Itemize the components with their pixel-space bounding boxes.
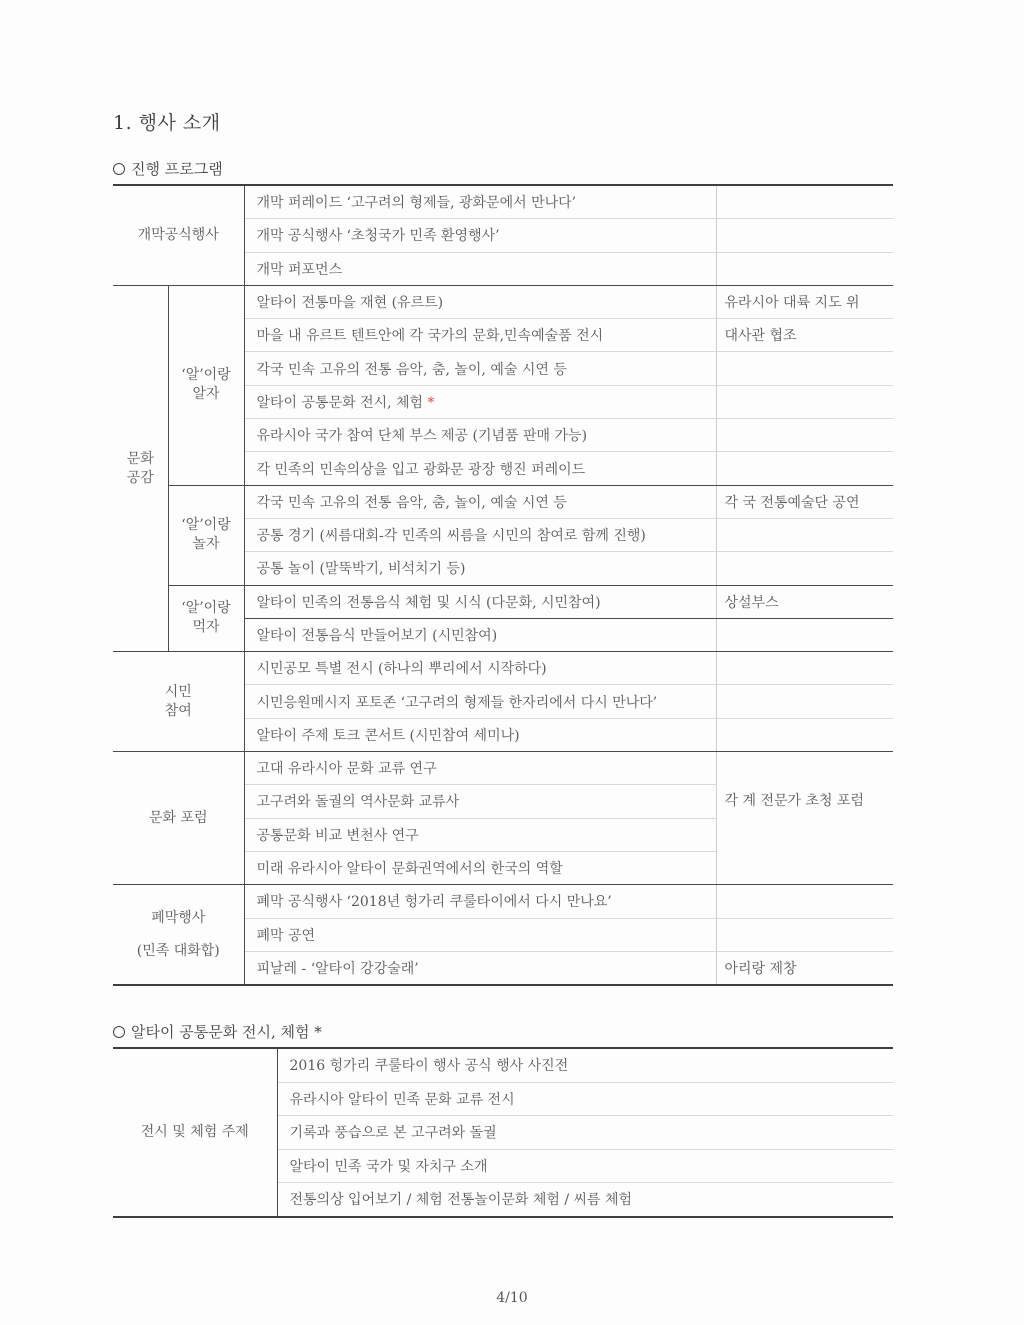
note-cell: [716, 618, 893, 651]
note-cell: [716, 518, 893, 551]
exhibit-heading-text: 알타이 공통문화 전시, 체험 *: [131, 1023, 322, 1041]
table-row: 기록과 풍습으로 본 고구려와 돌궐: [277, 1116, 893, 1150]
page-number: 4/10: [496, 1290, 528, 1306]
note-cell: [716, 718, 893, 751]
note-cell: [716, 219, 893, 252]
note-cell: [716, 885, 893, 918]
forum-note: 각 계 전문가 초청 포럼: [716, 785, 893, 885]
table-row: [244, 385, 716, 418]
note-cell: [716, 552, 893, 585]
table-row: 각국 민속 고유의 전통 음악, 춤, 놀이, 예술 시연 등: [244, 352, 716, 385]
table-row: 알타이 민족 국가 및 자치구 소개: [277, 1149, 893, 1183]
eat-subcategory: ‘알’이랑 먹자: [168, 585, 244, 652]
closing-category-title: 폐막행사: [151, 910, 206, 927]
table-row: 피날레 - ‘알타이 강강술래’: [256, 960, 419, 977]
play-subcategory: ‘알’이랑 놀자: [168, 485, 244, 585]
table-row: 알타이 민족의 전통음식 체험 및 시식 (다문화, 시민참여): [244, 585, 716, 618]
item-text: 알타이 공통문화 전시, 체험: [256, 394, 424, 411]
table-row: 유라시아 알타이 민족 문화 교류 전시: [277, 1082, 893, 1116]
table-row: 폐막 공연: [244, 918, 716, 951]
table-row: 시민공모 특별 전시 (하나의 뿌리에서 시작하다): [244, 652, 716, 685]
table-row: 2016 헝가리 쿠룰타이 행사 공식 행사 사진전: [277, 1048, 893, 1082]
table-row: 공통문화 비교 변천사 연구: [244, 818, 716, 851]
closing-category: [113, 885, 244, 985]
table-row: 미래 유라시아 알타이 문화권역에서의 한국의 역할: [244, 851, 716, 884]
circle-bullet-icon: [113, 163, 125, 175]
table-row: 알타이 전통마을 재현 (유르트): [244, 285, 716, 318]
program-table: [113, 184, 893, 986]
table-row: 개막 공식행사 ‘초청국가 민족 환영행사’: [244, 219, 716, 252]
note-cell: 상설부스: [716, 585, 893, 618]
note-cell: [716, 752, 893, 785]
table-row: 고대 유라시아 문화 교류 연구: [244, 752, 716, 785]
page-title: 1. 행사 소개: [113, 112, 221, 134]
table-row: 폐막 공식행사 ‘2018년 헝가리 쿠룰타이에서 다시 만나요’: [244, 885, 716, 918]
table-row: 각 민족의 민속의상을 입고 광화문 광장 행진 퍼레이드: [244, 452, 716, 485]
know-subcategory: ‘알’이랑 알자: [168, 285, 244, 485]
table-row: 시민응원메시지 포토존 ‘고구려의 형제들 한자리에서 다시 만나다’: [244, 685, 716, 718]
note-cell: [716, 685, 893, 718]
note-cell: [716, 252, 893, 285]
note-cell: 유라시아 대륙 지도 위: [716, 285, 893, 318]
table-row: 전통의상 입어보기 / 체험 전통놀이문화 체험 / 씨름 체험: [289, 1192, 633, 1209]
note-cell: [716, 385, 893, 418]
table-row: 각국 민속 고유의 전통 음악, 춤, 놀이, 예술 시연 등: [244, 485, 716, 518]
exhibit-category: 전시 및 체험 주제: [113, 1048, 277, 1217]
circle-bullet-icon: [113, 1026, 125, 1038]
table-row: 개막 퍼레이드 ‘고구려의 형제들, 광화문에서 만나다’: [244, 185, 716, 219]
table-row: 개막 퍼포먼스: [244, 252, 716, 285]
table-row: 알타이 전통음식 만들어보기 (시민참여): [244, 618, 716, 651]
note-cell: [716, 185, 893, 219]
table-row: 유라시아 국가 참여 단체 부스 제공 (기념품 판매 가능): [244, 419, 716, 452]
note-cell: [716, 452, 893, 485]
table-row: 공통 경기 (씨름대회-각 민족의 씨름을 시민의 참여로 함께 진행): [244, 518, 716, 551]
exhibit-table: [113, 1047, 893, 1218]
citizen-category: 시민 참여: [113, 652, 244, 752]
table-row: 공통 놀이 (말뚝박기, 비석치기 등): [244, 552, 716, 585]
table-row: 마을 내 유르트 텐트안에 각 국가의 문화,민속예술품 전시: [244, 319, 716, 352]
program-heading-text: 진행 프로그램: [131, 160, 223, 178]
table-row: 고구려와 돌궐의 역사문화 교류사: [244, 785, 716, 818]
closing-category-sub: (민족 대화합): [136, 942, 220, 959]
asterisk-mark: *: [427, 394, 435, 411]
note-cell: [716, 652, 893, 685]
note-cell: 아리랑 제창: [716, 951, 893, 985]
opening-category: 개막공식행사: [113, 185, 244, 285]
forum-category: 문화 포럼: [113, 752, 244, 885]
note-cell: 대사관 협조: [716, 319, 893, 352]
table-row: 알타이 주제 토크 콘서트 (시민참여 세미나): [244, 718, 716, 751]
note-cell: [716, 419, 893, 452]
culture-category: 문화 공감: [113, 285, 168, 651]
note-cell: 각 국 전통예술단 공연: [716, 485, 893, 518]
note-cell: [716, 918, 893, 951]
program-heading: [113, 158, 223, 179]
note-cell: [716, 352, 893, 385]
exhibit-heading: [113, 1021, 322, 1042]
